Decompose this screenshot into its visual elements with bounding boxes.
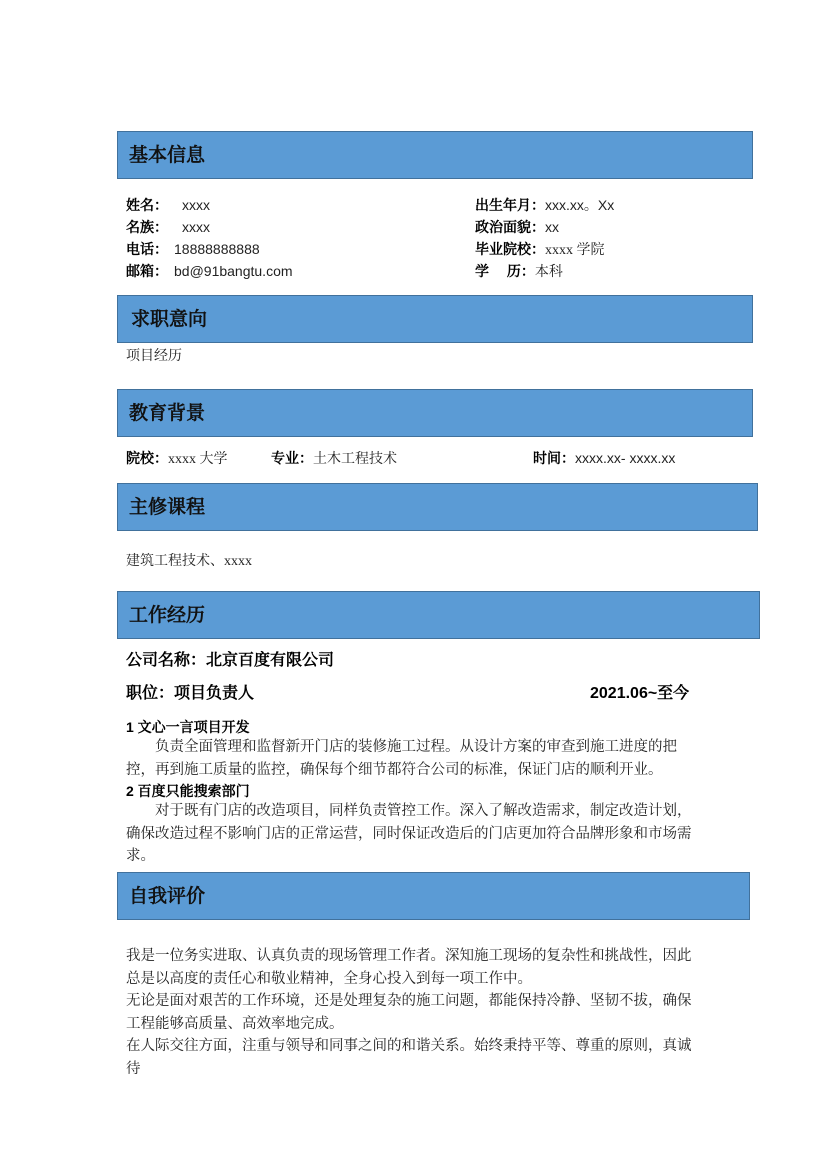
school-value: xxxx 学院 [545,243,605,258]
name-label: 姓名： [126,197,168,213]
edu-time-row [533,449,675,467]
phone-row [126,240,260,258]
courses-text: 建筑工程技术、xxxx [126,554,252,569]
politics-row [475,218,559,236]
ethnic-value: xxxx [182,219,210,235]
self-eval-paragraph-3: 在人际交往方面，注重与领导和同事之间的和谐关系。始终秉持平等、尊重的原则，真诚待 [126,1038,692,1077]
ethnic-row [126,218,210,236]
name-row [126,196,210,214]
self-eval-paragraph-2: 无论是面对艰苦的工作环境，还是处理复杂的施工问题，都能保持冷静、坚韧不拔，确保工程能够高质量、高效率地完成。 [126,993,692,1032]
edu-time-value: xxxx.xx- xxxx.xx [575,450,676,466]
phone-label: 电话： [126,241,168,257]
company-row [126,652,334,670]
edu-major-value: 土木工程技术 [313,452,397,467]
section-header-basic-info: 基本信息 [117,131,753,179]
project1-title: 1 文心一言项目开发 [126,719,250,735]
section-header-self-eval: 自我评价 [117,872,750,920]
position-label: 职位： [126,685,175,702]
section-header-education: 教育背景 [117,389,753,437]
ethnic-label: 名族： [126,219,168,235]
position-value: 项目负责人 [174,685,255,702]
project1-description: 负责全面管理和监督新开门店的装修施工过程。从设计方案的审查到施工进度的把控，再到施工质量的监控，确保每个细节都符合公司的标准，保证门店的顺利开业。 [126,739,677,778]
edu-major-label: 专业： [271,450,313,466]
email-row [126,262,293,280]
section-header-job-intent: 求职意向 [117,295,753,343]
school-row [475,240,605,260]
edu-school-value: xxxx 大学 [168,452,228,467]
degree-value: 本科 [534,265,563,280]
phone-value: 18888888888 [174,241,260,257]
edu-school-label: 院校： [126,450,168,466]
birth-row [475,196,614,214]
work-period: 2021.06~至今 [590,685,690,702]
degree-row [475,262,563,282]
intent-text: 项目经历 [126,349,182,364]
degree-label: 学 历： [475,263,535,279]
email-value: bd@91bangtu.com [174,263,293,279]
email-label: 邮箱： [126,263,168,279]
section-header-courses: 主修课程 [117,483,758,531]
edu-time-label: 时间： [533,450,575,466]
company-value: 北京百度有限公司 [206,652,335,669]
school-label: 毕业院校： [475,241,545,257]
birth-label: 出生年月： [475,197,545,213]
politics-label: 政治面貌： [475,219,545,235]
name-value: xxxx [182,197,210,213]
company-label: 公司名称： [126,652,207,669]
position-row [126,685,254,703]
section-header-work: 工作经历 [117,591,760,639]
project2-description: 对于既有门店的改造项目，同样负责管控工作。深入了解改造需求，制定改造计划，确保改造过程不影响门店的正常运营，同时保证改造后的门店更加符合品牌形象和市场需求。 [126,803,692,864]
birth-value: xxx.xx。Xx [545,197,615,213]
edu-school-row [126,449,228,469]
edu-major-row [271,449,397,469]
self-eval-paragraph-1: 我是一位务实进取、认真负责的现场管理工作者。深知施工现场的复杂性和挑战性，因此总是以高度的责任心和敬业精神，全身心投入到每一项工作中。 [126,948,692,987]
project2-title: 2 百度只能搜索部门 [126,783,250,799]
politics-value: xx [545,219,559,235]
